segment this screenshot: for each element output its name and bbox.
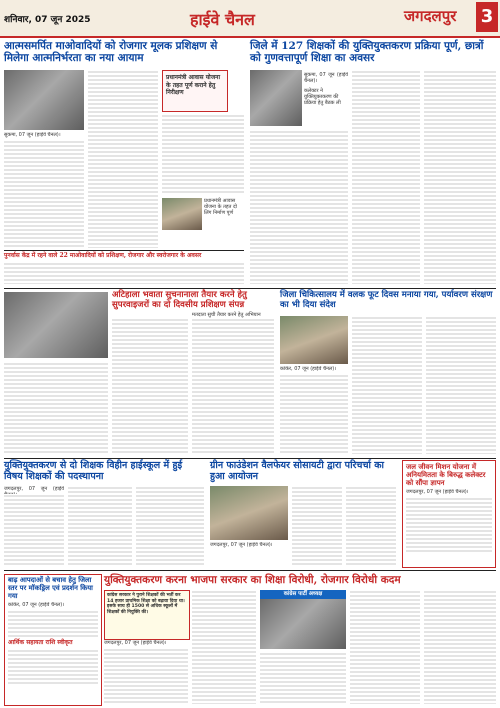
article-4-body-col1 bbox=[112, 318, 188, 454]
article-4-photo bbox=[4, 292, 108, 358]
article-3-headline: जिले में 127 शिक्षकों की युक्तियुक्तकरण प्रक्रिया पूर्ण, छात्रों को गुणवत्तापूर्ण शिक्षा का अवसर bbox=[250, 40, 484, 65]
article-8-box bbox=[402, 460, 496, 568]
page-number: 3 bbox=[476, 2, 498, 32]
divider bbox=[4, 288, 496, 289]
divider bbox=[4, 570, 496, 571]
article-7-dateline: जगदलपुर, 07 जून (हाईवे चैनल)। bbox=[210, 542, 273, 548]
article-7-body-col2 bbox=[346, 486, 396, 566]
article-7-body-col1 bbox=[292, 486, 342, 566]
article-10-headline: युक्तियुक्तकरण करना भाजपा सरकार का शिक्षा विरोधी, रोजगार विरोधी कदम bbox=[104, 574, 401, 586]
edition-city: जगदलपुर bbox=[404, 7, 457, 25]
article-10-body-col4 bbox=[350, 590, 420, 704]
article-10-photo bbox=[260, 599, 346, 649]
article-9-headline: बाढ़ आपदाओं से बचाव हेतु जिला स्तर पर मॉकड्रिल एवं प्रदर्शन किया गया bbox=[8, 576, 93, 600]
article-4-headline: अटिहाला भवाता सुचनानाला तैयार करने हेतु सुपरवाइजरों का दो दिवसीय प्रशिक्षण संपन्न bbox=[112, 290, 247, 310]
article-1-body-col3 bbox=[162, 114, 244, 194]
article-1-dateline: सुकमा, 07 जून (हाईवे चैनल)। bbox=[4, 132, 61, 138]
article-10-photo-banner: कांग्रेस पार्टी अध्यक्ष bbox=[260, 590, 346, 599]
article-3-body-col2 bbox=[352, 70, 420, 284]
article-1-photo bbox=[4, 70, 84, 130]
article-5-dateline: कांकेर, 07 जून (हाईवे चैनल)। bbox=[280, 366, 337, 372]
article-1-inset bbox=[162, 70, 228, 112]
article-1-inset-caption: प्रधानमंत्री आवास योजना के तहत पूर्ण कराने हेतु निरीक्षण bbox=[166, 74, 221, 96]
article-10-sidebar bbox=[104, 590, 190, 640]
article-10-body-col2 bbox=[192, 590, 256, 704]
article-3-dateline: सुकमा, 07 जून (हाईवे चैनल)। bbox=[304, 72, 348, 85]
article-5-photo bbox=[280, 316, 348, 364]
article-1-headline: आत्मसमर्पित माओवादियों को रोजगार मूलक प्रशिक्षण से मिलेगा आत्मनिर्भरता का नया आयाम bbox=[4, 40, 218, 65]
article-9-body-2 bbox=[8, 649, 98, 685]
article-4-body-col2 bbox=[192, 318, 274, 454]
article-1-body bbox=[88, 70, 158, 248]
article-8-headline: जल जीवन मिशन योजना में अनियमितता के बिरुद्ध कलेक्टर को सौंपा ज्ञापन bbox=[406, 462, 486, 488]
divider bbox=[4, 250, 244, 251]
divider bbox=[4, 458, 496, 459]
article-9-subhead: आर्थिक सहायता राशि स्वीकृत bbox=[8, 638, 73, 646]
article-10-body-col3 bbox=[260, 652, 346, 704]
article-10-sidebar-text: कांग्रेस सरकार ने पुराने शिक्षकों की भर्ती कर 14 हजार प्राथमिक शिक्षा को बढ़ावा दिया था। इसके साथ ही 1500 से अधिक स्कूलों में शिक्षकों की नियुक्ति की। bbox=[107, 593, 185, 615]
article-5-body-col1 bbox=[280, 374, 348, 454]
article-10-body-col5 bbox=[424, 590, 496, 704]
article-3-body-col3 bbox=[424, 70, 496, 284]
article-2-photo bbox=[162, 198, 202, 230]
masthead: हाईवे चैनल bbox=[190, 10, 255, 29]
article-5-headline: जिला चिकित्सालय में वलक फूट दिवस मनाया गया, पर्यावरण संरक्षण का भी दिया संदेश bbox=[280, 290, 493, 310]
article-7-headline: ग्रीन फाउंडेशन वैलफेयर सोसायटी द्वारा परिचर्चा का हुआ आयोजन bbox=[210, 460, 385, 482]
article-3-photo-caption: कलेक्टर ने युक्तियुक्तकरण की प्रक्रिया हेतु बैठक ली bbox=[304, 88, 341, 106]
article-5-body-col3 bbox=[426, 316, 496, 454]
article-9-dateline: कांकेर, 07 जून (हाईवे चैनल)। bbox=[8, 602, 65, 609]
article-4-subhead: मतदाता सुची तैयार करने हेतु अभियान bbox=[192, 312, 261, 318]
article-6-body-col3 bbox=[136, 486, 204, 566]
article-9-box bbox=[4, 574, 102, 706]
article-3-body-col1 bbox=[250, 130, 348, 284]
article-6-body-col1 bbox=[4, 494, 64, 566]
article-9-body bbox=[8, 610, 98, 638]
article-6-headline: युक्तियुक्तकरण से दो शिक्षक विहीन हाईस्कूल में हुई विषय शिक्षकों की पदस्थापना bbox=[4, 460, 183, 482]
article-7-photo bbox=[210, 486, 288, 540]
article-10-dateline: जगदलपुर, 07 जून (हाईवे चैनल)। bbox=[104, 640, 167, 646]
page-header bbox=[0, 0, 500, 38]
article-8-body bbox=[406, 497, 492, 553]
article-2-body bbox=[4, 262, 244, 284]
article-3-photo bbox=[250, 70, 302, 126]
article-10-body-col1 bbox=[104, 648, 188, 704]
article-6-body-col2 bbox=[68, 486, 132, 566]
article-8-dateline: जगदलपुर, 07 जून (हाईवे चैनल)। bbox=[406, 489, 469, 496]
article-2-photo-caption: प्रधानमंत्री आवास योजना के तहत दो लिंग निर्माण पूर्ण bbox=[204, 198, 237, 216]
article-4-body-col0 bbox=[4, 362, 108, 454]
article-5-body-col2 bbox=[352, 316, 422, 454]
issue-date: शनिवार, 07 जून 2025 bbox=[4, 15, 91, 25]
article-6-dateline: जगदलपुर, 07 जून (हाईवे bbox=[4, 486, 64, 492]
article-1-body-col1 bbox=[4, 140, 84, 248]
article-2-subhead: पुनर्वास केंद्र में रहने वाले 22 माओवादियों को प्रशिक्षण, रोजगार और स्वरोजगार के अवसर bbox=[4, 252, 202, 259]
